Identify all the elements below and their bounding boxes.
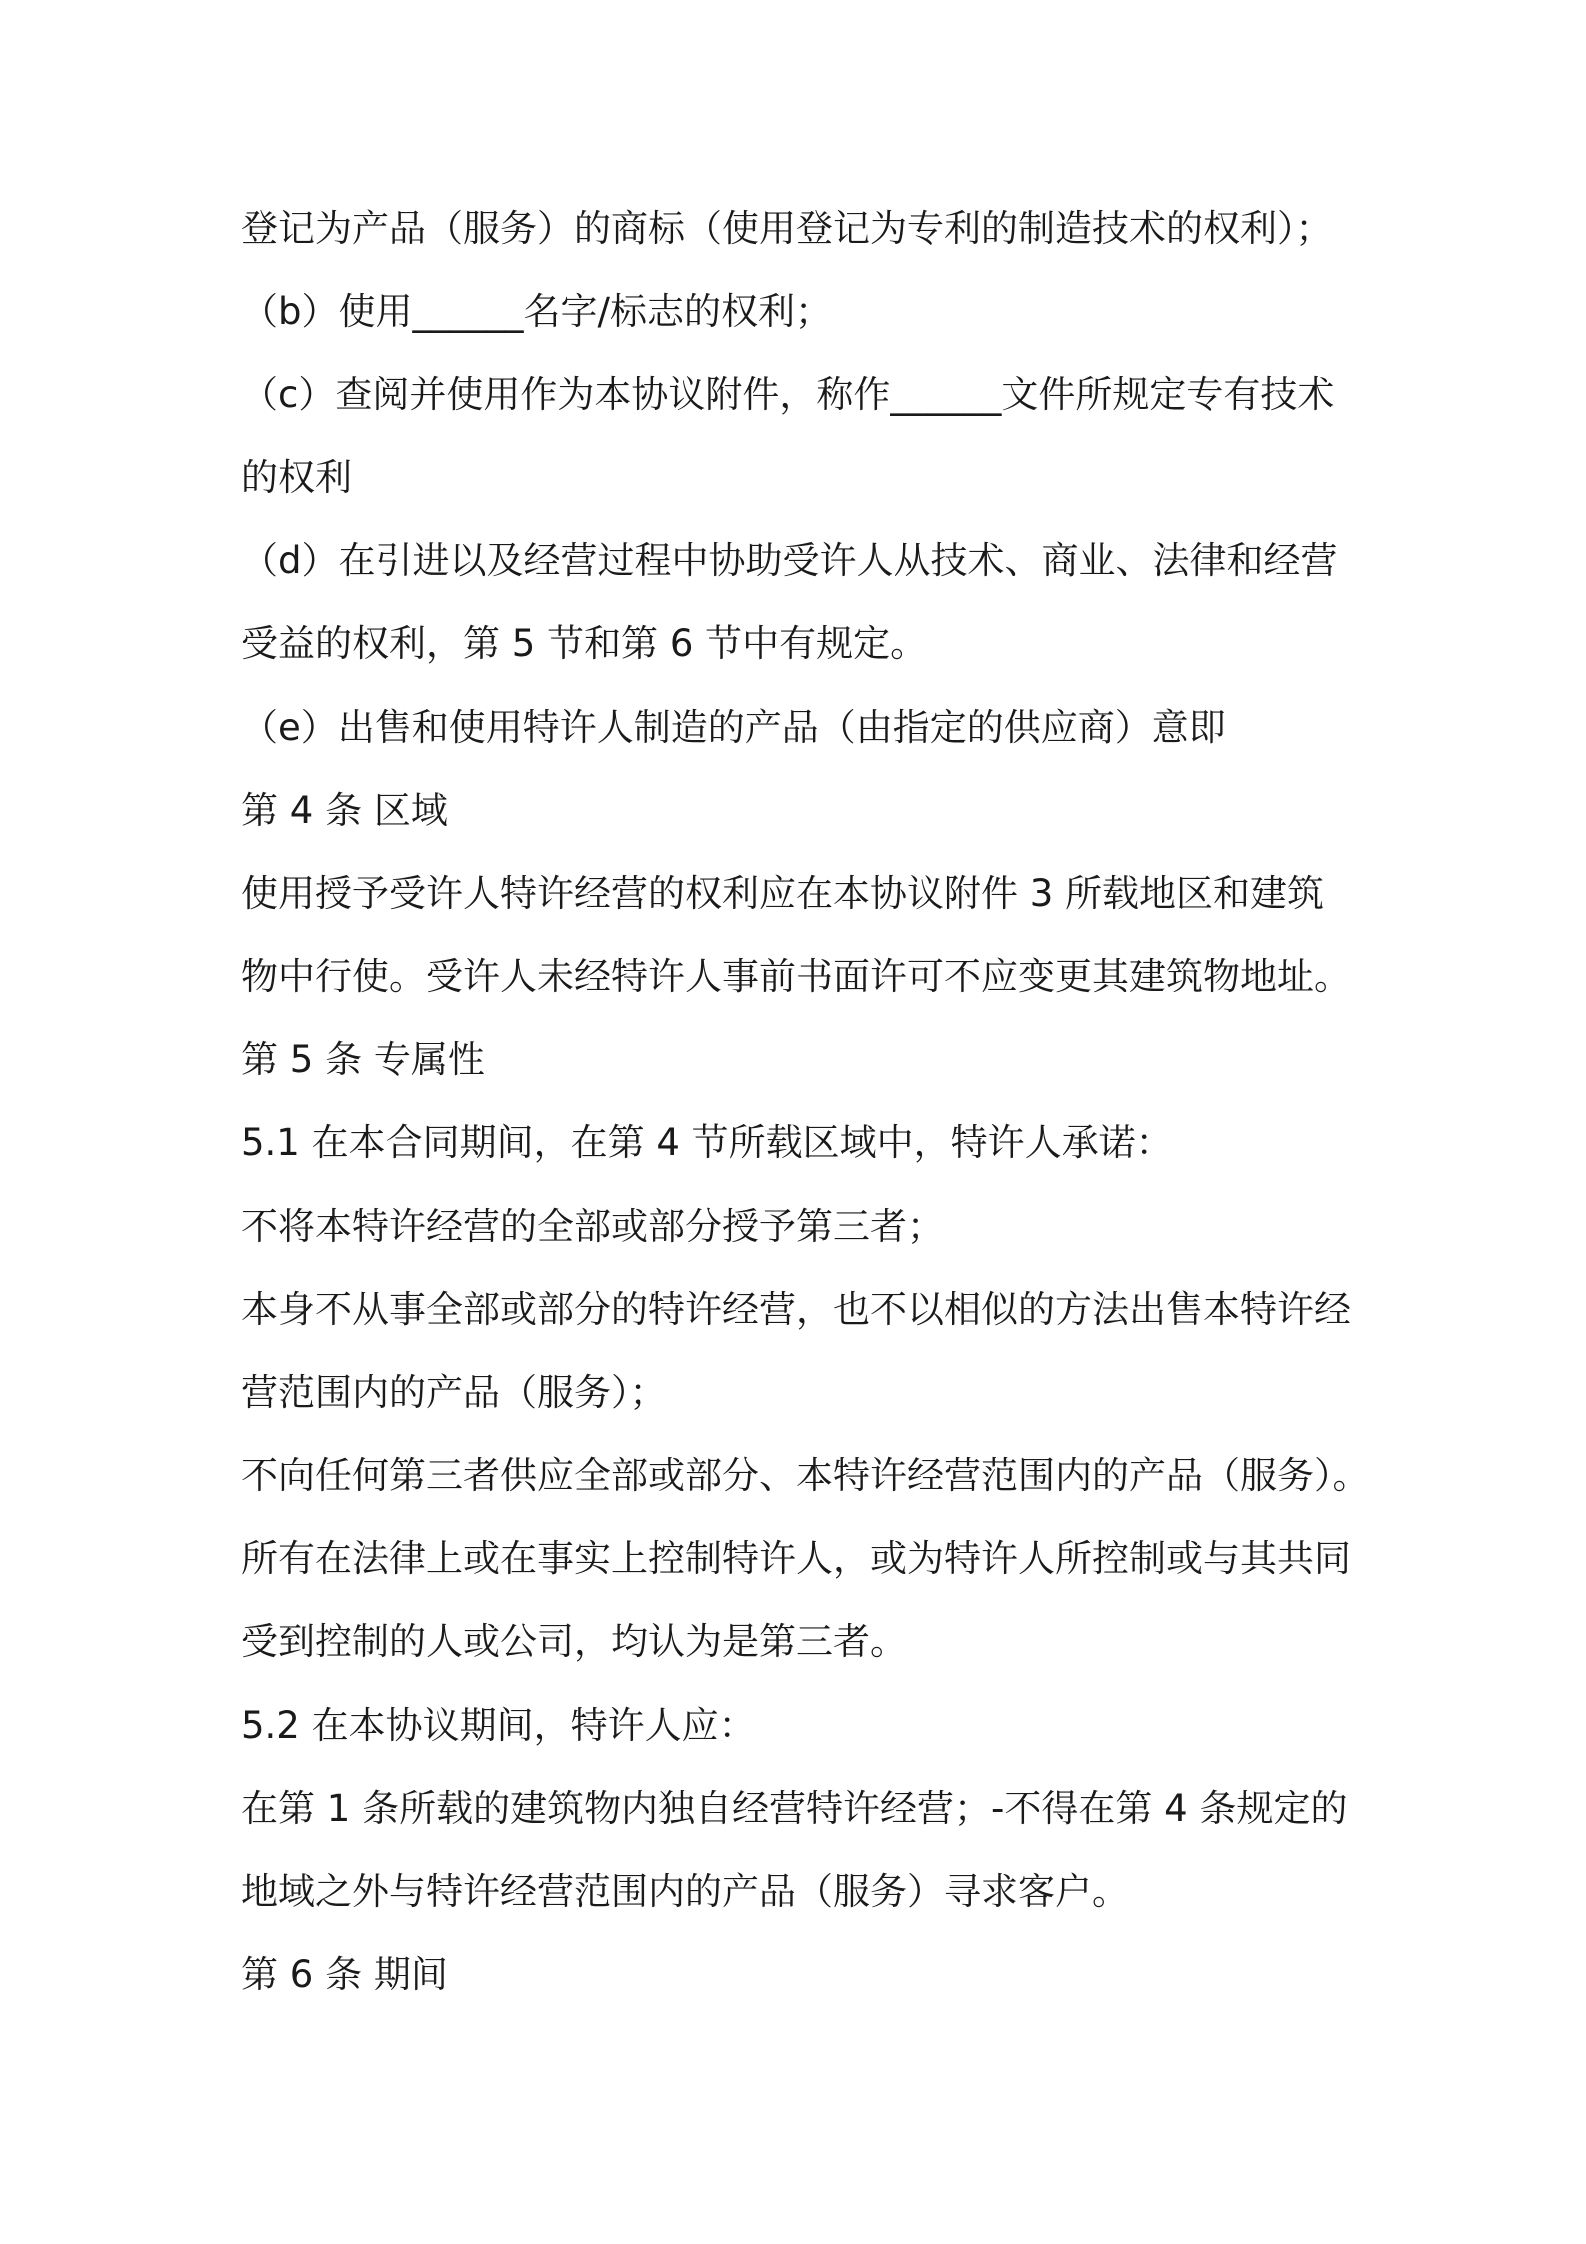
text-line: 使用授予受许人特许经营的权利应在本协议附件 3 所载地区和建筑 — [241, 872, 1325, 915]
text-line: 不向任何第三者供应全部或部分、本特许经营范围内的产品（服务）。 — [241, 1454, 1370, 1497]
text-line: 受到控制的人或公司，均认为是第三者。 — [241, 1620, 907, 1663]
section-heading-4: 第 4 条 区域 — [241, 789, 448, 832]
text-line: 受益的权利，第 5 节和第 6 节中有规定。 — [241, 622, 928, 665]
text-line: （e）出售和使用特许人制造的产品（由指定的供应商）意即 — [241, 706, 1226, 749]
clause-5-1: 5.1 在本合同期间，在第 4 节所载区域中，特许人承诺： — [241, 1121, 1173, 1164]
text-line: 在第 1 条所载的建筑物内独自经营特许经营；-不得在第 4 条规定的 — [241, 1787, 1348, 1830]
text-line: 所有在法律上或在事实上控制特许人，或为特许人所控制或与其共同 — [241, 1537, 1351, 1580]
text-line: 营范围内的产品（服务）； — [241, 1371, 667, 1414]
text-line: 本身不从事全部或部分的特许经营，也不以相似的方法出售本特许经 — [241, 1288, 1351, 1331]
clause-5-2: 5.2 在本协议期间，特许人应： — [241, 1704, 756, 1747]
text-line: 不将本特许经营的全部或部分授予第三者； — [241, 1205, 944, 1248]
text-line: 登记为产品（服务）的商标（使用登记为专利的制造技术的权利）； — [241, 207, 1333, 250]
section-heading-5: 第 5 条 专属性 — [241, 1038, 485, 1081]
text-line: 物中行使。受许人未经特许人事前书面许可不应变更其建筑物地址。 — [241, 955, 1351, 998]
text-line: （d）在引进以及经营过程中协助受许人从技术、商业、法律和经营 — [241, 539, 1338, 582]
text-line: （b）使用______名字/标志的权利； — [241, 290, 832, 333]
text-line: 的权利 — [241, 456, 352, 499]
text-line: 地域之外与特许经营范围内的产品（服务）寻求客户。 — [241, 1870, 1129, 1913]
section-heading-6: 第 6 条 期间 — [241, 1953, 448, 1996]
text-line: （c）查阅并使用作为本协议附件，称作______文件所规定专有技术 — [241, 373, 1335, 416]
